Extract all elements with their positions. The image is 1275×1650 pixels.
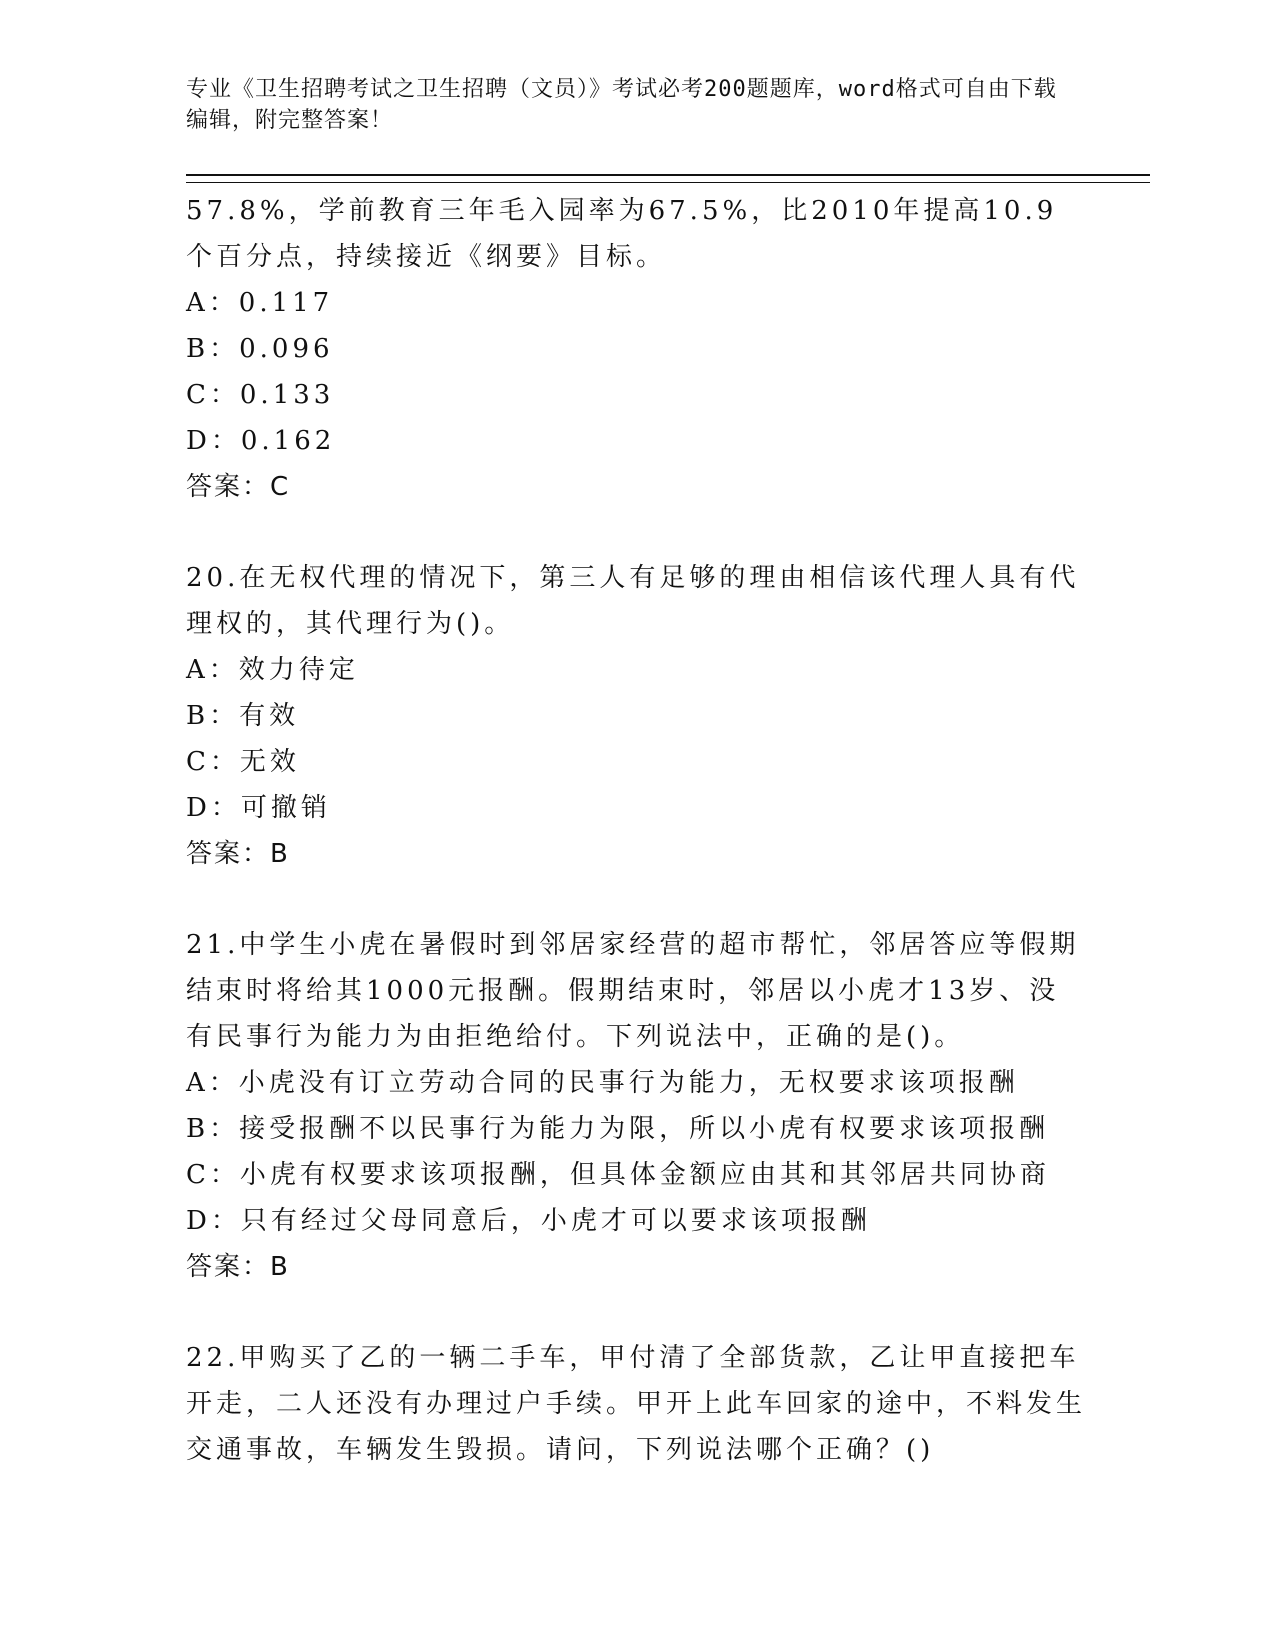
option-a: A：小虎没有订立劳动合同的民事行为能力，无权要求该项报酬 xyxy=(186,1068,1019,1098)
option-b: B：0.096 xyxy=(186,334,334,364)
spacer xyxy=(186,877,1086,922)
document-body xyxy=(186,188,1086,1473)
option-a: A：0.117 xyxy=(186,288,334,318)
question-text: 57.8%，学前教育三年毛入园率为67.5%，比2010年提高10.9个百分点，持续接近《纲要》目标。 xyxy=(186,196,1058,272)
option-d: D：可撤销 xyxy=(186,793,331,823)
option-a: A：效力待定 xyxy=(186,655,359,685)
question-21 xyxy=(186,922,1086,1290)
answer: 答案：C xyxy=(186,472,291,502)
spacer xyxy=(186,1290,1086,1335)
header-rule-thin xyxy=(186,182,1150,183)
header-title: 专业《卫生招聘考试之卫生招聘（文员）》考试必考200题题库，word格式可自由下载编辑，附完整答案！ xyxy=(186,77,1057,133)
option-d: D：只有经过父母同意后，小虎才可以要求该项报酬 xyxy=(186,1206,871,1236)
answer: 答案：B xyxy=(186,839,290,869)
header-rule-thick xyxy=(186,174,1150,176)
answer: 答案：B xyxy=(186,1252,290,1282)
question-20 xyxy=(186,555,1086,877)
question-text: 21.中学生小虎在暑假时到邻居家经营的超市帮忙，邻居答应等假期结束时将给其1000元报酬。假期结束时，邻居以小虎才13岁、没有民事行为能力为由拒绝给付。下列说法中，正确的是()。 xyxy=(186,930,1080,1052)
option-c: C：0.133 xyxy=(186,380,335,410)
document-header xyxy=(186,74,1066,136)
question-text: 22.甲购买了乙的一辆二手车，甲付清了全部货款，乙让甲直接把车开走，二人还没有办理过户手续。甲开上此车回家的途中，不料发生交通事故，车辆发生毁损。请问，下列说法哪个正确？() xyxy=(186,1343,1087,1465)
option-b: B：接受报酬不以民事行为能力为限，所以小虎有权要求该项报酬 xyxy=(186,1114,1050,1144)
option-d: D：0.162 xyxy=(186,426,336,456)
option-c: C：无效 xyxy=(186,747,300,777)
question-22 xyxy=(186,1335,1086,1473)
option-c: C：小虎有权要求该项报酬，但具体金额应由其和其邻居共同协商 xyxy=(186,1160,1050,1190)
question-fragment xyxy=(186,188,1086,510)
option-b: B：有效 xyxy=(186,701,300,731)
question-text: 20.在无权代理的情况下，第三人有足够的理由相信该代理人具有代理权的，其代理行为()。 xyxy=(186,563,1080,639)
spacer xyxy=(186,510,1086,555)
